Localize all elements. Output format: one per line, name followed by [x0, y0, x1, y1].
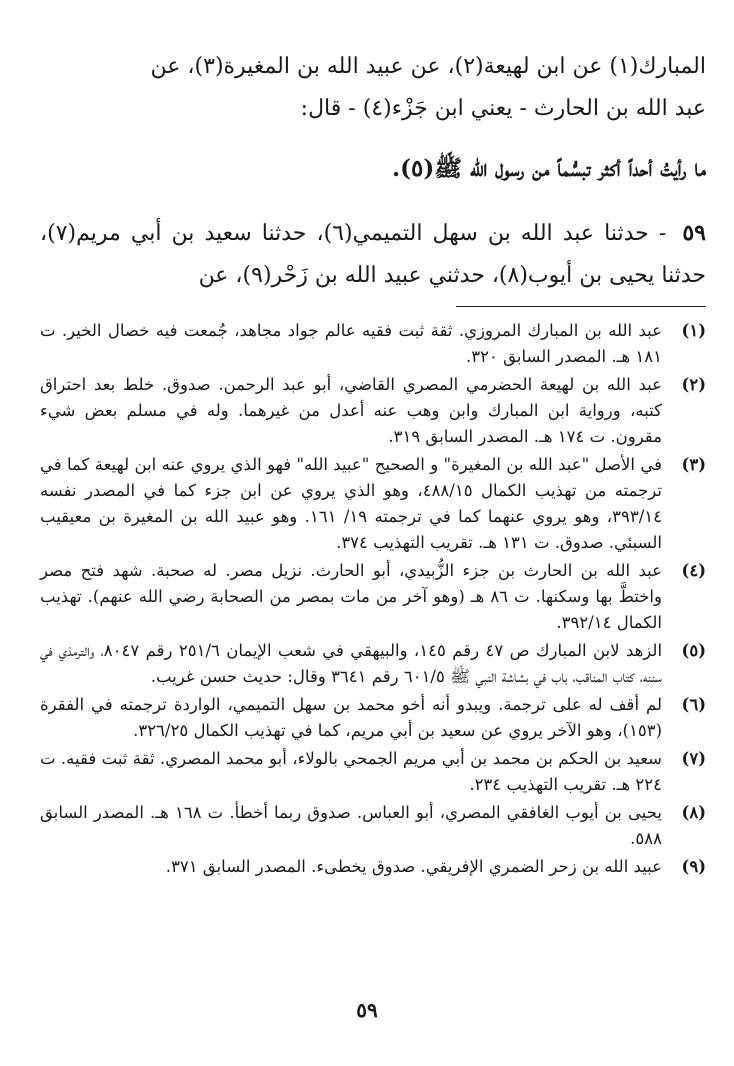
- footnote: [40, 746, 706, 798]
- footnote-text: لم أقف له على ترجمة. ويبدو أنه أخو محمد بن سهل التميمي، الواردة ترجمته في الفقرة (١٥٣)، وهو الآخر يروي عن سعيد بن أبي مريم، كما في تهذيب الكمال ٣٢٦/٢٥.: [40, 695, 662, 740]
- footnote-text: سعيد بن الحكم بن محمد بن أبي مريم الجمحي بالولاء، أبو محمد المصري. ثقة ثبت فقيه. ت ٢٢٤ هـ. تقريب التهذيب ٢٣٤.: [40, 749, 662, 794]
- footnote: [40, 800, 706, 852]
- footnotes: [40, 318, 706, 882]
- footnote-number: (٦): [681, 695, 706, 714]
- footnote-text: عبيد الله بن زحر الضمري الإفريقي. صدوق يخطىء. المصدر السابق ٣٧١.: [165, 857, 662, 876]
- footnote-number: (٧): [681, 749, 706, 768]
- main-text-line-1: المبارك(١) عن ابن لهيعة(٢)، عن عبيد الله بن المغيرة(٣)، عن: [150, 54, 706, 79]
- footnote-number: (٢): [681, 375, 706, 394]
- hadith-number: ٥٩: [682, 220, 706, 246]
- footnote-text: في الأصل "عبد الله بن المغيرة" و الصحيح "عبيد الله" فهو الذي يروي عنه ابن لهيعة كما في ترجمته من تهذيب الكمال ٤٨٨/١٥، وهو الذي يروي عن ابن جزء كما في المصدر نفسه ٣٩٣/١٤، وهو يروي عنهما كما في ترجمته ١٩/ ١٦١. وهو عبيد الله بن المغيرة بن معيقيب السبئي. صدوق. ت ١٣١ هـ. تقريب التهذيب ٣٧٤.: [40, 455, 662, 552]
- main-text-line-2: عبد الله بن الحارث - يعني ابن جَزْء(٤) - قال:: [300, 96, 706, 121]
- footnote-divider: [456, 306, 706, 307]
- footnote: [40, 692, 706, 744]
- hadith-text: - حدثنا عبد الله بن سهل التميمي(٦)، حدثنا سعيد بن أبي مريم(٧)، حدثنا يحيى بن أيوب(٨)، حدثني عبيد الله بن زَحْر(٩)، عن: [40, 221, 706, 288]
- footnote-number: (٤): [681, 561, 706, 580]
- footnote: [40, 638, 706, 690]
- footnote-number: (٥): [681, 641, 706, 660]
- main-text: [40, 46, 706, 130]
- footnote-text: عبد الله بن لهيعة الحضرمي المصري القاضي، أبو عبد الرحمن. صدوق. خلط بعد احتراق كتبه، ورواية ابن المبارك وابن وهب عنه أعدل من غيرهما. وله في مسلم بعض شيء مقرون. ت ١٧٤ هـ. المصدر السابق ٣١٩.: [40, 375, 662, 446]
- hadith-59: [40, 212, 706, 297]
- footnote-number: (٨): [681, 803, 706, 822]
- footnote: [40, 558, 706, 636]
- page-number: ٥٩: [356, 998, 378, 1022]
- footnote-text: عبد الله بن الحارث بن جزء الزُّبيدي، أبو الحارث. نزيل مصر. له صحبة. شهد فتح مصر واختطَّ بها وسكنها. ت ٨٦ هـ (وهو آخر من مات بمصر من الصحابة رضي الله عنهم). تهذيب الكمال ٣٩٢/١٤.: [40, 561, 662, 632]
- footnote-number: (١): [681, 321, 706, 340]
- footnote-text: يحيى بن أيوب الغافقي المصري، أبو العباس. صدوق ربما أخطأ. ت ١٦٨ هـ. المصدر السابق ٥٨٨.: [40, 803, 662, 848]
- footnote: [40, 854, 706, 880]
- footnote: [40, 452, 706, 556]
- footnote-number: (٣): [681, 455, 706, 474]
- footnote-number: (٩): [681, 857, 706, 876]
- footnote: [40, 318, 706, 370]
- footnote-text: الزهد لابن المبارك ص ٤٧ رقم ١٤٥، والبيهقي في شعب الإيمان ٢٥١/٦ رقم ٨٠٤٧، والترمذي في سننه، كتاب المناقب، باب في بشاشة النبي ﷺ ٦٠١/٥ رقم ٣٦٤١ وقال: حديث حسن غريب.: [40, 641, 663, 686]
- footnote: [40, 372, 706, 450]
- footnote-text: عبد الله بن المبارك المروزي. ثقة ثبت فقيه عالم جواد مجاهد، جُمعت فيه خصال الخير. ت ١٨١ هـ. المصدر السابق ٣٢٠.: [40, 321, 662, 366]
- hadith-quote: ما رأيتُ أحداً أكثر تبسُّماً من رسول الله ﷺ(٥).: [392, 155, 706, 182]
